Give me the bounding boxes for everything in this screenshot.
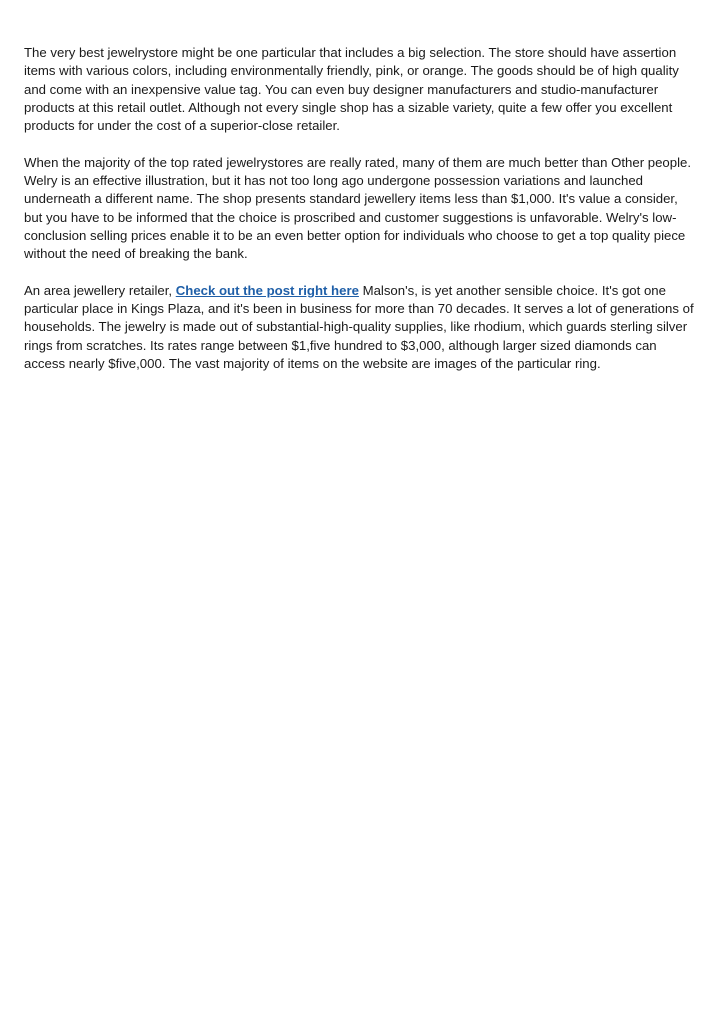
paragraph-2: When the majority of the top rated jewelrystores are really rated, many of them are much better than Other people. Welry is an effective illustration, but it has not too long ago undergone possession variations and launched underneath a different name. The shop presents standard jewellery items less than $1,000. It's value a consider, but you have to be informed that the choice is proscribed and customer suggestions is unfavorable. Welry's low-conclusion selling prices enable it to be an even better option for individuals who choose to get a top quality piece without the need of breaking the bank. <box>24 154 692 262</box>
paragraph-3-body: Malson's, is yet another sensible choice. It's got one particular place in Kings Plaza, and it's been in business for more than 70 decades. It serves a lot of generations of households. The jewelry is made out of substantial-high-quality supplies, like rhodium, which guards sterling silver rings from scratches. Its rates range between $1,five hundred to $3,000, although larger sized diamonds can access nearly $five,000. The vast majority of items on the website are images of the particular ring. <box>24 282 694 372</box>
paragraph-3-intro: An area jewellery retailer, <box>24 282 176 298</box>
paragraph-1: The very best jewelrystore might be one particular that includes a big selection. The store should have assertion items with various colors, including environmentally friendly, pink, or orange. The goods should be of high quality and come with an inexpensive value tag. You can even buy designer manufacturers and studio-manufacturer products at this retail outlet. Although not every single shop has a sizable variety, quite a few offer you excellent products for under the cost of a superior-close retailer. <box>24 45 679 134</box>
post-link[interactable]: Check out the post right here <box>175 282 359 298</box>
paragraph-3 <box>24 282 696 373</box>
